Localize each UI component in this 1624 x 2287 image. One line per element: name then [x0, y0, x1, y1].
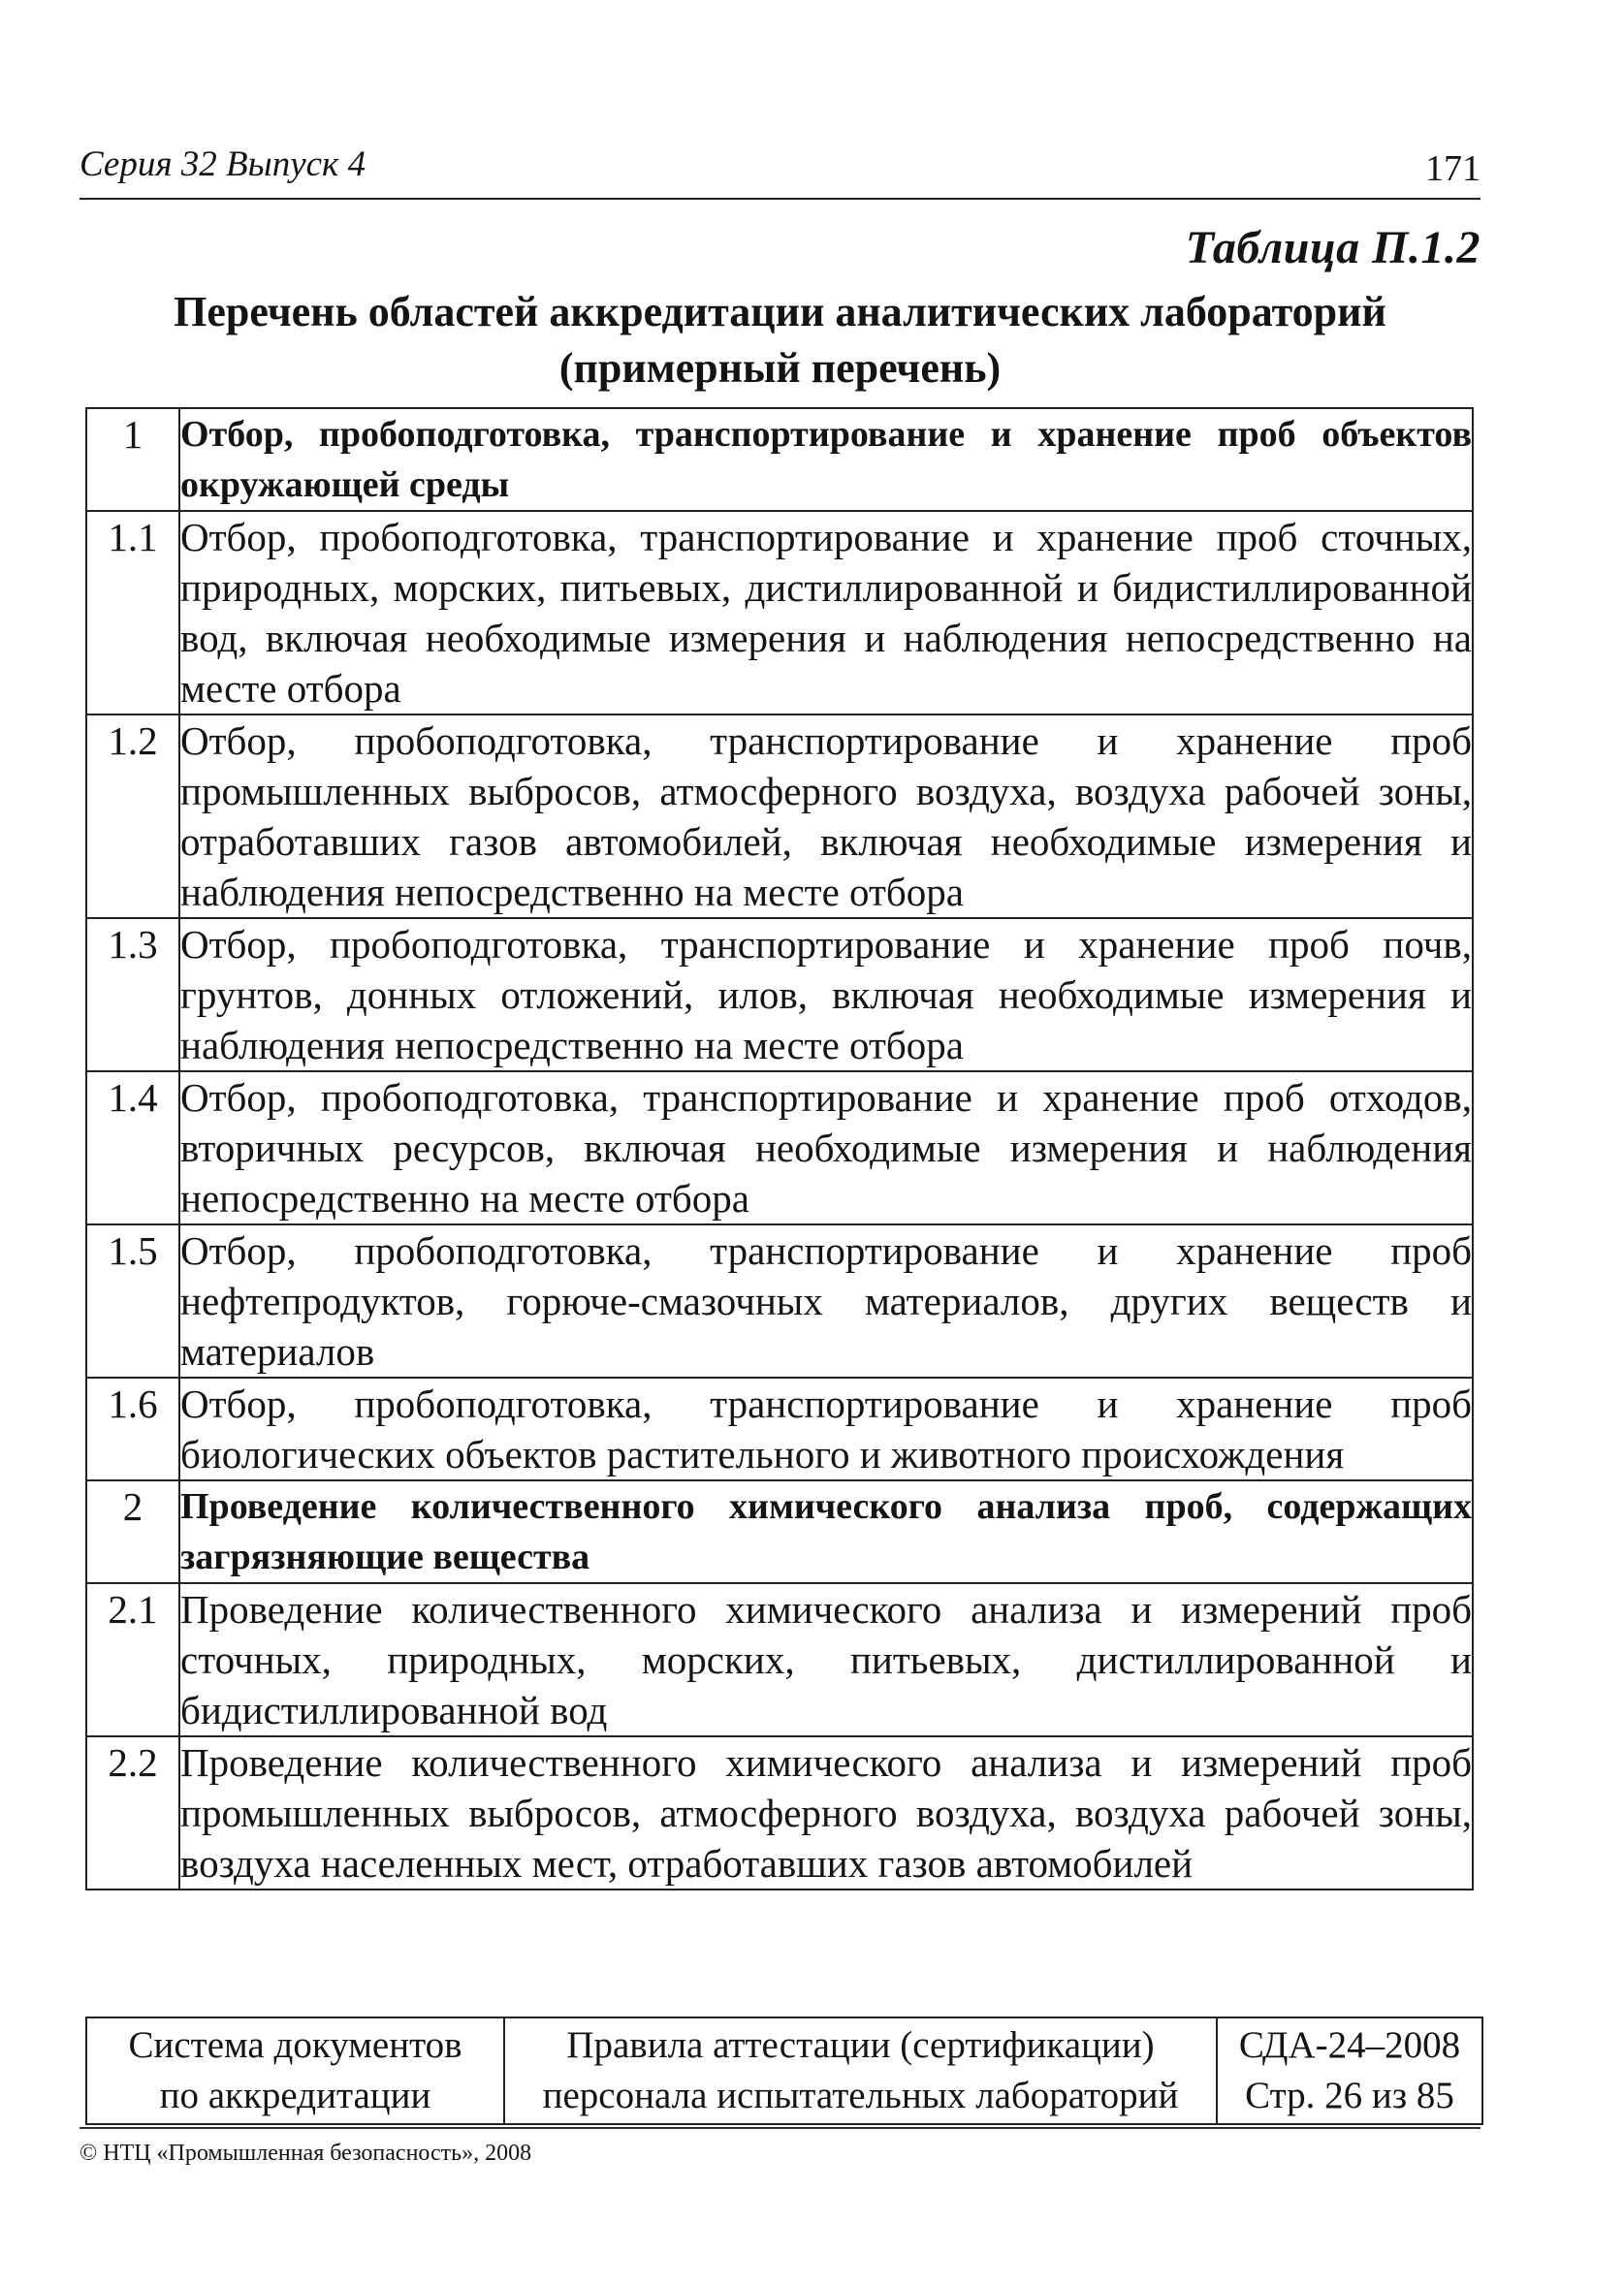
copyright-notice: © НТЦ «Промышленная безопасность», 2008 [80, 2127, 1481, 2167]
table-label: Таблица П.1.2 [1185, 222, 1481, 273]
document-footer-table [85, 2017, 1483, 2125]
table-row [86, 408, 1473, 511]
row-text: Отбор, пробоподготовка, транспортирование и хранение проб отходов, вторичных ресурсов, включая необходимые измерения и наблюдения непосредственно на месте отбора [179, 1071, 1473, 1224]
row-text: Отбор, пробоподготовка, транспортирование и хранение проб почв, грунтов, донных отложений, илов, включая необходимые измерения и наблюдения непосредственно на месте отбора [179, 918, 1473, 1071]
rules-title-cell [504, 2017, 1217, 2124]
table-row [86, 1071, 1473, 1224]
document-system-cell [86, 2017, 504, 2124]
footer-row [86, 2017, 1482, 2124]
row-text: Отбор, пробоподготовка, транспортирование и хранение проб сточных, природных, морских, питьевых, дистиллированной и бидистиллированной вод, включая необходимые измерения и наблюдения непосредственно на месте отбора [179, 511, 1473, 715]
accreditation-table [85, 407, 1474, 1890]
table-row [86, 918, 1473, 1071]
document-system-line1: Система документов [128, 2024, 462, 2066]
row-text: Отбор, пробоподготовка, транспортирование и хранение проб биологических объектов растительного и животного происхождения [179, 1378, 1473, 1480]
table-row [86, 715, 1473, 918]
row-number: 1.2 [86, 715, 179, 918]
table-row [86, 1583, 1473, 1736]
row-text: Отбор, пробоподготовка, транспортирование и хранение проб промышленных выбросов, атмосферного воздуха, воздуха рабочей зоны, отработавших газов автомобилей, включая необходимые измерения и наблюдения непосредственно на месте отбора [179, 715, 1473, 918]
row-number: 2.1 [86, 1583, 179, 1736]
row-number: 1.6 [86, 1378, 179, 1480]
row-number: 1 [86, 408, 179, 511]
page-number: 171 [1425, 148, 1481, 189]
document-system-line2: по аккредитации [159, 2075, 431, 2116]
page-header [80, 143, 1481, 200]
table-row [86, 1224, 1473, 1378]
document-code: СДА-24–2008 [1238, 2024, 1461, 2066]
row-number: 1.1 [86, 511, 179, 715]
table-row [86, 511, 1473, 715]
table-title-line1: Перечень областей аккредитации аналитических лабораторий [174, 288, 1386, 335]
row-text: Проведение количественного химического анализа и измерений проб промышленных выбросов, атмосферного воздуха, воздуха рабочей зоны, воздуха населенных мест, отработавших газов автомобилей [179, 1736, 1473, 1890]
table-title-line2: (примерный перечень) [558, 344, 1002, 392]
table-row [86, 1378, 1473, 1480]
row-number: 2 [86, 1480, 179, 1583]
row-number: 1.5 [86, 1224, 179, 1378]
page-count: Стр. 26 из 85 [1245, 2075, 1454, 2116]
row-number: 2.2 [86, 1736, 179, 1890]
row-text: Проведение количественного химического анализа проб, содержащих загрязняющие вещества [179, 1480, 1473, 1583]
row-text: Проведение количественного химического анализа и измерений проб сточных, природных, морских, питьевых, дистиллированной и бидистиллированной вод [179, 1583, 1473, 1736]
rules-title-line2: персонала испытательных лабораторий [542, 2075, 1179, 2116]
series-label: Серия 32 Выпуск 4 [80, 144, 366, 184]
row-number: 1.4 [86, 1071, 179, 1224]
row-number: 1.3 [86, 918, 179, 1071]
table-row [86, 1736, 1473, 1890]
rules-title-line1: Правила аттестации (сертификации) [566, 2024, 1155, 2066]
document-code-cell [1217, 2017, 1482, 2124]
row-text: Отбор, пробоподготовка, транспортирование и хранение проб нефтепродуктов, горюче-смазочных материалов, других веществ и материалов [179, 1224, 1473, 1378]
table-row [86, 1480, 1473, 1583]
row-text: Отбор, пробоподготовка, транспортирование и хранение проб объектов окружающей среды [179, 408, 1473, 511]
